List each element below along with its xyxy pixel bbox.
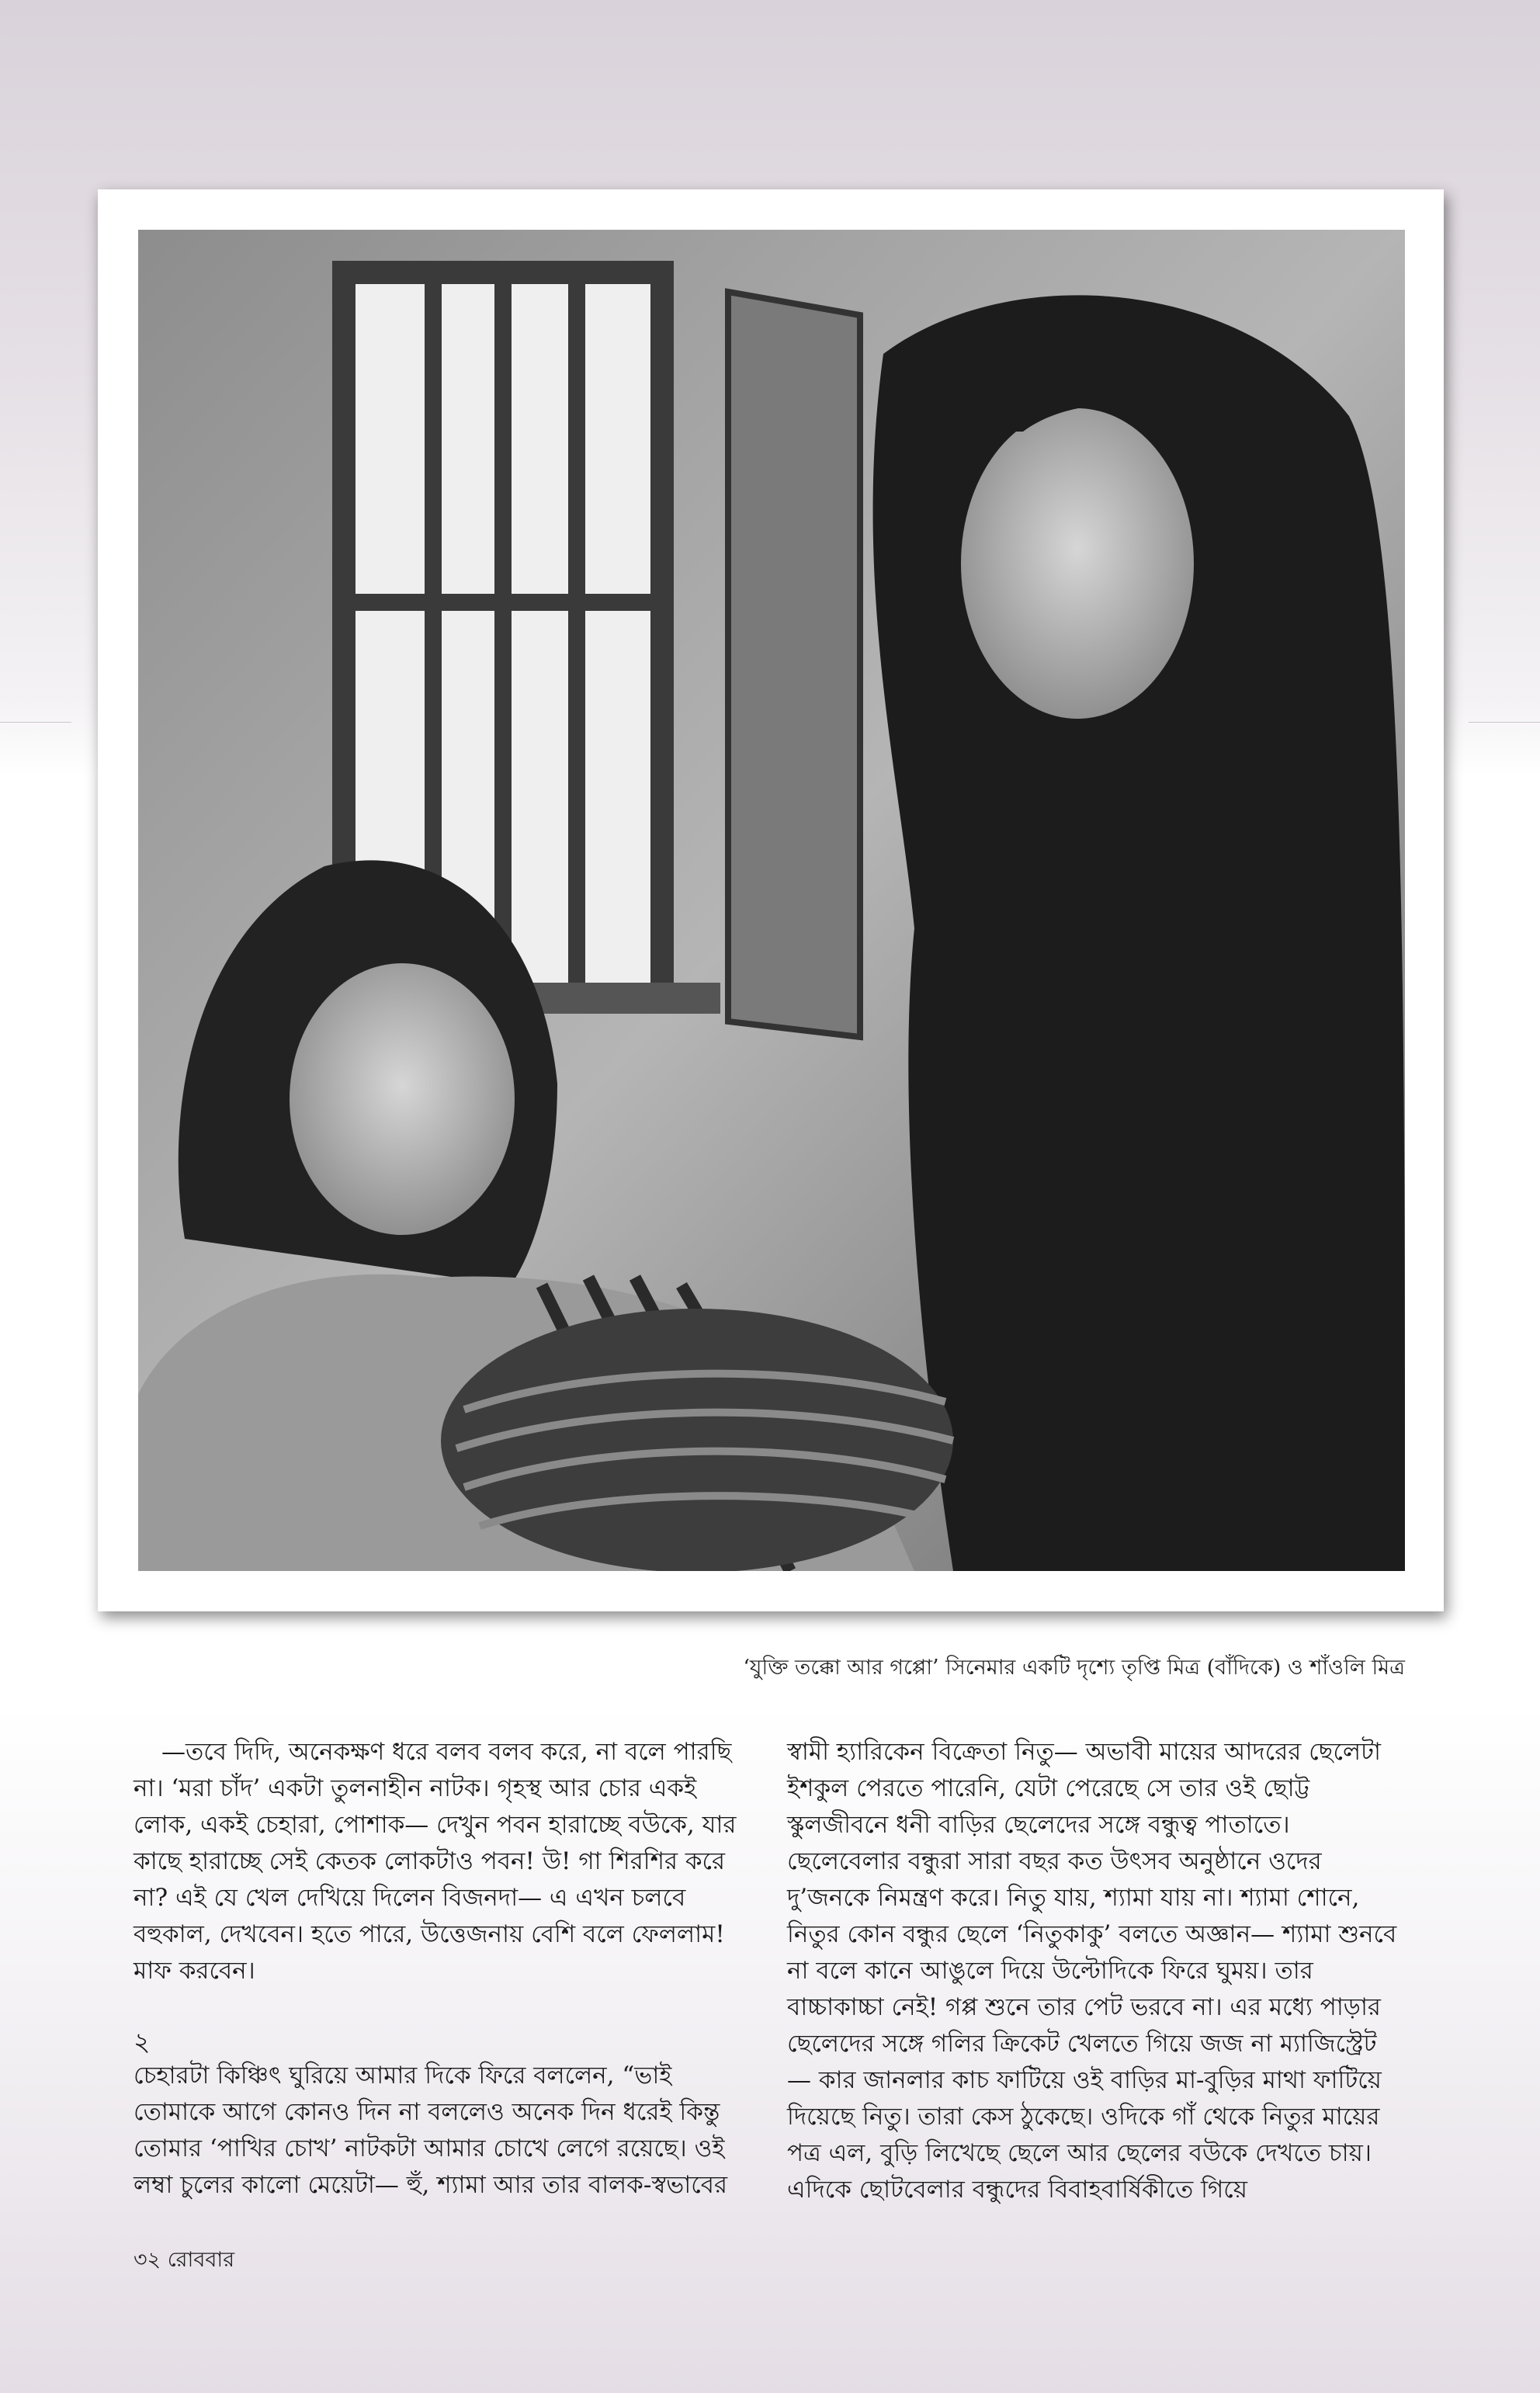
page-footer: ৩২ রোববার (134, 2248, 235, 2272)
article-paragraph: স্বামী হ্যারিকেন বিক্রেতা নিতু— অভাবী মায়ের আদরের ছেলেটা ইশকুল পেরতে পারেনি, যেটা পেরেছে সে তার ওই ছোট্ট স্কুলজীবনে ধনী বাড়ির ছেলেদের সঙ্গে বন্ধুত্ব পাতাতে। ছেলেবেলার বন্ধুরা সারা বছর কত উৎসব অনুষ্ঠানে ওদের দু’জনকে নিমন্ত্রণ করে। নিতু যায়, শ্যামা যায় না। শ্যামা শোনে, নিতুর কোন বন্ধুর ছেলে ‘নিতুকাকু’ বলতে অজ্ঞান— শ্যামা শুনবে না বলে কানে আঙুলে দিয়ে উল্টোদিকে ফিরে ঘুময়। তার বাচ্চাকাচ্চা নেই! গপ্প শুনে তার পেট ভরবে না। এর মধ্যে পাড়ার ছেলেদের সঙ্গে গলির ক্রিকেট খেলতে গিয়ে জজ না ম্যাজিস্ট্রেট— কার জানলার কাচ ফাটিয়ে ওই বাড়ির মা-বুড়ির মাথা ফাটিয়ে দিয়েছে নিতু। তারা কেস ঠুকেছে। ওদিকে গাঁ থেকে নিতুর মায়ের পত্র এল, বুড়ি লিখেছে ছেলে আর ছেলের বউকে দেখতে চায়। এদিকে ছোটবেলার বন্ধুদের বিবাহবার্ষিকীতে গিয়ে (787, 1738, 1397, 2204)
photo-frame (98, 189, 1444, 1611)
film-still-photo (138, 230, 1405, 1571)
margin-rule-left (0, 722, 71, 723)
section-number: ২ (134, 2027, 151, 2057)
margin-rule-right (1469, 722, 1540, 723)
article-column-left (134, 1734, 747, 2204)
photo-caption: ‘যুক্তি তক্কো আর গপ্পো’ সিনেমার একটি দৃশ্যে তৃপ্তি মিত্র (বাঁদিকে) ও শাঁওলি মিত্র (743, 1656, 1405, 1680)
article-paragraph: —তবে দিদি, অনেকক্ষণ ধরে বলব বলব করে, না বলে পারছি না। ‘মরা চাঁদ’ একটা তুলনাহীন নাটক। গৃহস্থ আর চোর একই লোক, একই চেহারা, পোশাক— দেখুন পবন হারাচ্ছে বউকে, যার কাছে হারাচ্ছে সেই কেতক লোকটাও পবন! উ! গা শিরশির করে না? এই যে খেল দেখিয়ে দিলেন বিজনদা— এ এখন চলবে বহুকাল, দেখবেন। হতে পারে, উত্তেজনায় বেশি বলে ফেললাম! মাফ করবেন। (134, 1738, 737, 1985)
article-column-right (787, 1734, 1400, 2208)
article-paragraph: চেহারটা কিঞ্চিৎ ঘুরিয়ে আমার দিকে ফিরে বললেন, “ভাই তোমাকে আগে কোনও দিন না বললেও অনেক দিন ধরেই কিন্তু তোমার ‘পাখির চোখ’ নাটকটা আমার চোখে লেগে রয়েছে। ওই লম্বা চুলের কালো মেয়েটা— হুঁ, শ্যামা আর তার বালক-স্বভাবের (134, 2062, 728, 2199)
film-still-image (138, 230, 1405, 1571)
